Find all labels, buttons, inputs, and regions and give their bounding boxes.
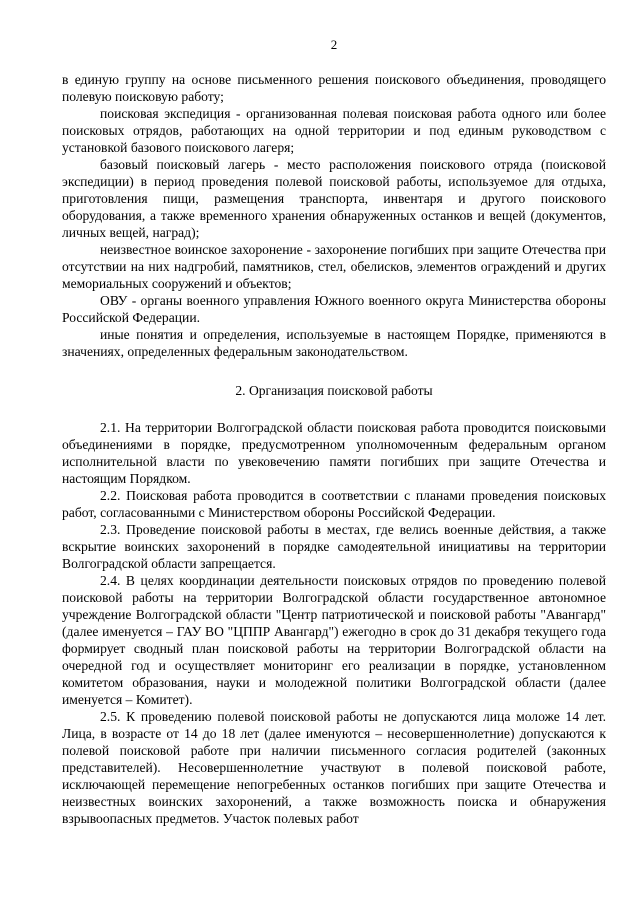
paragraph-definition-ovu: ОВУ - органы военного управления Южного военного округа Министерства обороны Российской Федерации. — [62, 293, 606, 325]
paragraph-definition-unknown-burial: неизвестное воинское захоронение - захоронение погибших при защите Отечества при отсутствии на них надгробий, памятников, стел, обелисков, элементов ограждений и других мемориальных сооружений и объектов; — [62, 242, 606, 291]
paragraph-2-3: 2.3. Проведение поисковой работы в местах, где велись военные действия, а также вскрытие воинских захоронений в порядке самодеятельной инициативы на территории Волгоградской области запрещается. — [62, 522, 606, 571]
paragraph-2-4: 2.4. В целях координации деятельности поисковых отрядов по проведению полевой поисковой работы на территории Волгоградской области государственное автономное учреждение Волгоградской области "Центр патриотической и поисковой работы "Авангард" (далее именуется – ГАУ ВО "ЦППР Авангард") ежегодно в срок до 31 декабря текущего года формирует сводный план поисковой работы на территории Волгоградской области на очередной год и осуществляет мониторинг его реализации в порядке, установленном комитетом образования, науки и молодежной политики Волгоградской области (далее именуется – Комитет). — [62, 573, 606, 707]
paragraph-2-2: 2.2. Поисковая работа проводится в соответствии с планами проведения поисковых работ, согласованными с Министерством обороны Российской Федерации. — [62, 488, 606, 520]
paragraph-definition-base-camp: базовый поисковый лагерь - место расположения поискового отряда (поисковой экспедиции) в период проведения полевой поисковой работы, используемое для отдыха, приготовления пищи, размещения транспорта, инвентаря и другого поискового оборудования, а также временного хранения обнаруженных останков и вещей (документов, личных вещей, наград); — [62, 157, 606, 240]
page-number: 2 — [330, 37, 338, 52]
paragraph-2-1: 2.1. На территории Волгоградской области поисковая работа проводится поисковыми объединениями в порядке, предусмотренном уполномоченным федеральным органом исполнительной власти по увековечению памяти погибших при защите Отечества и настоящим Порядком. — [62, 420, 606, 486]
paragraph-2-5: 2.5. К проведению полевой поисковой работы не допускаются лица моложе 14 лет. Лица, в возрасте от 14 до 18 лет (далее именуются – несовершеннолетние) допускаются к полевой поисковой работе при наличии письменного согласия родителей (законных представителей). Несовершеннолетние участвуют в полевой поисковой работе, исключающей перемещение непогребенных останков погибших при защите Отечества и неизвестных воинских захоронений, а также возможность поиска и обнаружения взрывоопасных предметов. Участок полевых работ — [62, 709, 606, 826]
paragraph-other-definitions: иные понятия и определения, используемые в настоящем Порядке, применяются в значениях, определенных федеральным законодательством. — [62, 327, 606, 359]
paragraph-definition-expedition: поисковая экспедиция - организованная полевая поисковая работа одного или более поисковых отрядов, работающих на одной территории и под единым руководством с установкой базового поискового лагеря; — [62, 106, 606, 155]
paragraph-group-continuation: в единую группу на основе письменного решения поискового объединения, проводящего полевую поисковую работу; — [62, 72, 606, 104]
section-title: 2. Организация поисковой работы — [235, 383, 433, 398]
